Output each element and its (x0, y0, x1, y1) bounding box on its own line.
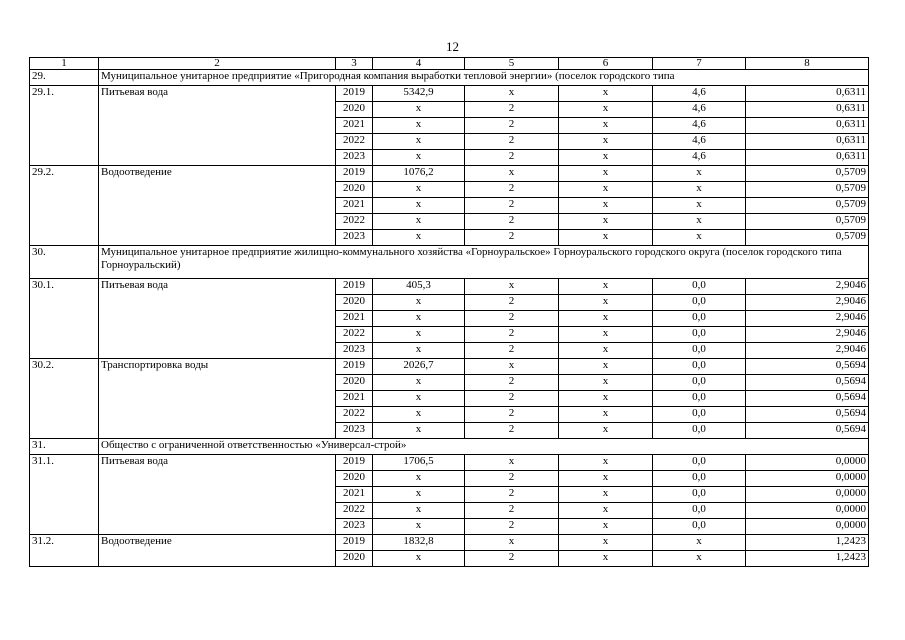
year-cell: 2019 (336, 455, 373, 471)
value-cell: 2 (465, 214, 559, 230)
year-cell: 2020 (336, 295, 373, 311)
item-number: 30.2. (30, 359, 99, 439)
header-row (30, 58, 869, 70)
year-cell: 2019 (336, 86, 373, 102)
value-cell: x (653, 166, 746, 182)
value-cell: x (559, 214, 653, 230)
value-cell: x (559, 551, 653, 567)
value-cell: x (465, 535, 559, 551)
service-name: Питьевая вода (99, 455, 336, 535)
value-cell: x (373, 295, 465, 311)
table-row (30, 455, 869, 471)
year-cell: 2022 (336, 503, 373, 519)
value-cell: 0,0000 (746, 471, 869, 487)
value-cell: x (373, 375, 465, 391)
value-cell: x (559, 487, 653, 503)
value-cell: x (373, 102, 465, 118)
value-cell: 0,0 (653, 487, 746, 503)
column-header: 1 (30, 58, 99, 70)
value-cell: 0,0 (653, 519, 746, 535)
value-cell: x (653, 214, 746, 230)
value-cell: 0,5709 (746, 166, 869, 182)
value-cell: 0,0 (653, 455, 746, 471)
year-cell: 2022 (336, 407, 373, 423)
value-cell: 1706,5 (373, 455, 465, 471)
value-cell: x (465, 166, 559, 182)
value-cell: 0,0 (653, 295, 746, 311)
value-cell: 2 (465, 375, 559, 391)
value-cell: x (559, 375, 653, 391)
value-cell: 1,2423 (746, 551, 869, 567)
value-cell: 4,6 (653, 150, 746, 166)
year-cell: 2021 (336, 311, 373, 327)
value-cell: x (559, 407, 653, 423)
value-cell: x (559, 295, 653, 311)
value-cell: x (465, 455, 559, 471)
value-cell: x (559, 230, 653, 246)
value-cell: 4,6 (653, 86, 746, 102)
value-cell: x (559, 535, 653, 551)
section-row (30, 70, 869, 86)
service-name: Транспортировка воды (99, 359, 336, 439)
item-number: 30.1. (30, 279, 99, 359)
year-cell: 2020 (336, 471, 373, 487)
value-cell: 0,6311 (746, 134, 869, 150)
value-cell: x (373, 230, 465, 246)
item-number: 31.2. (30, 535, 99, 567)
value-cell: 4,6 (653, 118, 746, 134)
column-header: 4 (373, 58, 465, 70)
value-cell: 2 (465, 503, 559, 519)
value-cell: 0,5709 (746, 230, 869, 246)
value-cell: 2 (465, 519, 559, 535)
value-cell: 2 (465, 295, 559, 311)
value-cell: 0,0 (653, 327, 746, 343)
value-cell: x (373, 214, 465, 230)
value-cell: x (559, 519, 653, 535)
year-cell: 2020 (336, 102, 373, 118)
item-number: 29.1. (30, 86, 99, 166)
column-header: 5 (465, 58, 559, 70)
year-cell: 2021 (336, 487, 373, 503)
value-cell: 0,5709 (746, 198, 869, 214)
year-cell: 2022 (336, 134, 373, 150)
year-cell: 2019 (336, 279, 373, 295)
year-cell: 2019 (336, 535, 373, 551)
year-cell: 2022 (336, 327, 373, 343)
value-cell: x (373, 134, 465, 150)
value-cell: 2,9046 (746, 343, 869, 359)
year-cell: 2021 (336, 198, 373, 214)
value-cell: 4,6 (653, 102, 746, 118)
service-name: Питьевая вода (99, 279, 336, 359)
service-name: Питьевая вода (99, 86, 336, 166)
value-cell: x (373, 471, 465, 487)
value-cell: 0,5694 (746, 375, 869, 391)
value-cell: 2,9046 (746, 295, 869, 311)
value-cell: x (373, 343, 465, 359)
column-header: 8 (746, 58, 869, 70)
section-number: 30. (30, 246, 99, 279)
value-cell: 2 (465, 118, 559, 134)
value-cell: 0,0 (653, 343, 746, 359)
value-cell: x (559, 455, 653, 471)
value-cell: x (653, 551, 746, 567)
value-cell: x (559, 150, 653, 166)
value-cell: 0,0 (653, 279, 746, 295)
value-cell: 0,0 (653, 391, 746, 407)
year-cell: 2021 (336, 118, 373, 134)
value-cell: x (373, 503, 465, 519)
year-cell: 2020 (336, 375, 373, 391)
value-cell: x (559, 327, 653, 343)
value-cell: x (559, 471, 653, 487)
value-cell: 0,5694 (746, 423, 869, 439)
value-cell: 2 (465, 407, 559, 423)
value-cell: 0,0 (653, 407, 746, 423)
table-row (30, 166, 869, 182)
value-cell: 2 (465, 423, 559, 439)
value-cell: x (559, 391, 653, 407)
value-cell: x (559, 182, 653, 198)
value-cell: 1832,8 (373, 535, 465, 551)
item-number: 29.2. (30, 166, 99, 246)
value-cell: 2 (465, 551, 559, 567)
value-cell: 2 (465, 327, 559, 343)
year-cell: 2021 (336, 391, 373, 407)
value-cell: 0,0 (653, 359, 746, 375)
value-cell: 2 (465, 134, 559, 150)
value-cell: 0,6311 (746, 118, 869, 134)
column-header: 2 (99, 58, 336, 70)
year-cell: 2023 (336, 343, 373, 359)
value-cell: x (373, 118, 465, 134)
value-cell: x (653, 535, 746, 551)
value-cell: 0,0 (653, 471, 746, 487)
section-number: 29. (30, 70, 99, 86)
value-cell: x (559, 343, 653, 359)
section-row (30, 246, 869, 279)
value-cell: x (373, 198, 465, 214)
value-cell: 0,0000 (746, 519, 869, 535)
table-row (30, 86, 869, 102)
value-cell: 0,6311 (746, 86, 869, 102)
value-cell: 2 (465, 150, 559, 166)
organization-name: Общество с ограниченной ответственностью «Универсал-строй» (99, 439, 869, 455)
item-number: 31.1. (30, 455, 99, 535)
value-cell: x (373, 327, 465, 343)
value-cell: x (559, 279, 653, 295)
value-cell: 0,0 (653, 311, 746, 327)
value-cell: x (373, 391, 465, 407)
value-cell: x (559, 423, 653, 439)
year-cell: 2022 (336, 214, 373, 230)
year-cell: 2023 (336, 230, 373, 246)
value-cell: 0,0 (653, 375, 746, 391)
value-cell: x (559, 118, 653, 134)
organization-name: Муниципальное унитарное предприятие «Пригородная компания выработки тепловой энергии» (поселок городского типа (99, 70, 869, 86)
value-cell: 2 (465, 391, 559, 407)
value-cell: 2 (465, 487, 559, 503)
tariff-table (29, 57, 869, 567)
value-cell: 0,0 (653, 423, 746, 439)
value-cell: 2 (465, 471, 559, 487)
section-number: 31. (30, 439, 99, 455)
value-cell: x (373, 407, 465, 423)
value-cell: 2 (465, 311, 559, 327)
value-cell: 2,9046 (746, 279, 869, 295)
value-cell: x (373, 487, 465, 503)
section-row (30, 439, 869, 455)
value-cell: 0,5694 (746, 407, 869, 423)
value-cell: x (653, 182, 746, 198)
value-cell: x (559, 503, 653, 519)
value-cell: x (373, 150, 465, 166)
year-cell: 2019 (336, 359, 373, 375)
value-cell: 0,0000 (746, 455, 869, 471)
value-cell: x (373, 551, 465, 567)
table-row (30, 279, 869, 295)
value-cell: 0,0 (653, 503, 746, 519)
value-cell: x (559, 86, 653, 102)
value-cell: x (653, 230, 746, 246)
table-row (30, 359, 869, 375)
value-cell: x (653, 198, 746, 214)
value-cell: x (373, 423, 465, 439)
value-cell: 2,9046 (746, 311, 869, 327)
value-cell: 2026,7 (373, 359, 465, 375)
value-cell: 5342,9 (373, 86, 465, 102)
column-header: 6 (559, 58, 653, 70)
year-cell: 2023 (336, 519, 373, 535)
value-cell: x (559, 198, 653, 214)
value-cell: x (559, 166, 653, 182)
value-cell: 2 (465, 102, 559, 118)
table-body (30, 58, 869, 567)
value-cell: 1076,2 (373, 166, 465, 182)
value-cell: x (465, 86, 559, 102)
year-cell: 2023 (336, 150, 373, 166)
table-row (30, 535, 869, 551)
value-cell: x (559, 102, 653, 118)
value-cell: 0,5709 (746, 182, 869, 198)
column-header: 3 (336, 58, 373, 70)
value-cell: 0,6311 (746, 150, 869, 166)
value-cell: 2 (465, 343, 559, 359)
column-header: 7 (653, 58, 746, 70)
service-name: Водоотведение (99, 166, 336, 246)
value-cell: x (465, 359, 559, 375)
value-cell: 1,2423 (746, 535, 869, 551)
value-cell: 0,0000 (746, 503, 869, 519)
value-cell: 0,5709 (746, 214, 869, 230)
value-cell: 4,6 (653, 134, 746, 150)
value-cell: 2 (465, 198, 559, 214)
organization-name: Муниципальное унитарное предприятие жилищно-коммунального хозяйства «Горноуральское» Горноуральского городского округа (поселок городского типа Горноуральский) (99, 246, 869, 279)
value-cell: 0,0000 (746, 487, 869, 503)
value-cell: 2 (465, 230, 559, 246)
value-cell: x (373, 519, 465, 535)
value-cell: x (559, 311, 653, 327)
value-cell: x (373, 311, 465, 327)
year-cell: 2023 (336, 423, 373, 439)
value-cell: 405,3 (373, 279, 465, 295)
value-cell: 2 (465, 182, 559, 198)
value-cell: x (373, 182, 465, 198)
value-cell: 0,5694 (746, 359, 869, 375)
year-cell: 2019 (336, 166, 373, 182)
value-cell: x (559, 134, 653, 150)
value-cell: x (465, 279, 559, 295)
value-cell: x (559, 359, 653, 375)
year-cell: 2020 (336, 182, 373, 198)
value-cell: 0,5694 (746, 391, 869, 407)
value-cell: 0,6311 (746, 102, 869, 118)
year-cell: 2020 (336, 551, 373, 567)
page-number: 12 (446, 39, 459, 54)
service-name: Водоотведение (99, 535, 336, 567)
value-cell: 2,9046 (746, 327, 869, 343)
